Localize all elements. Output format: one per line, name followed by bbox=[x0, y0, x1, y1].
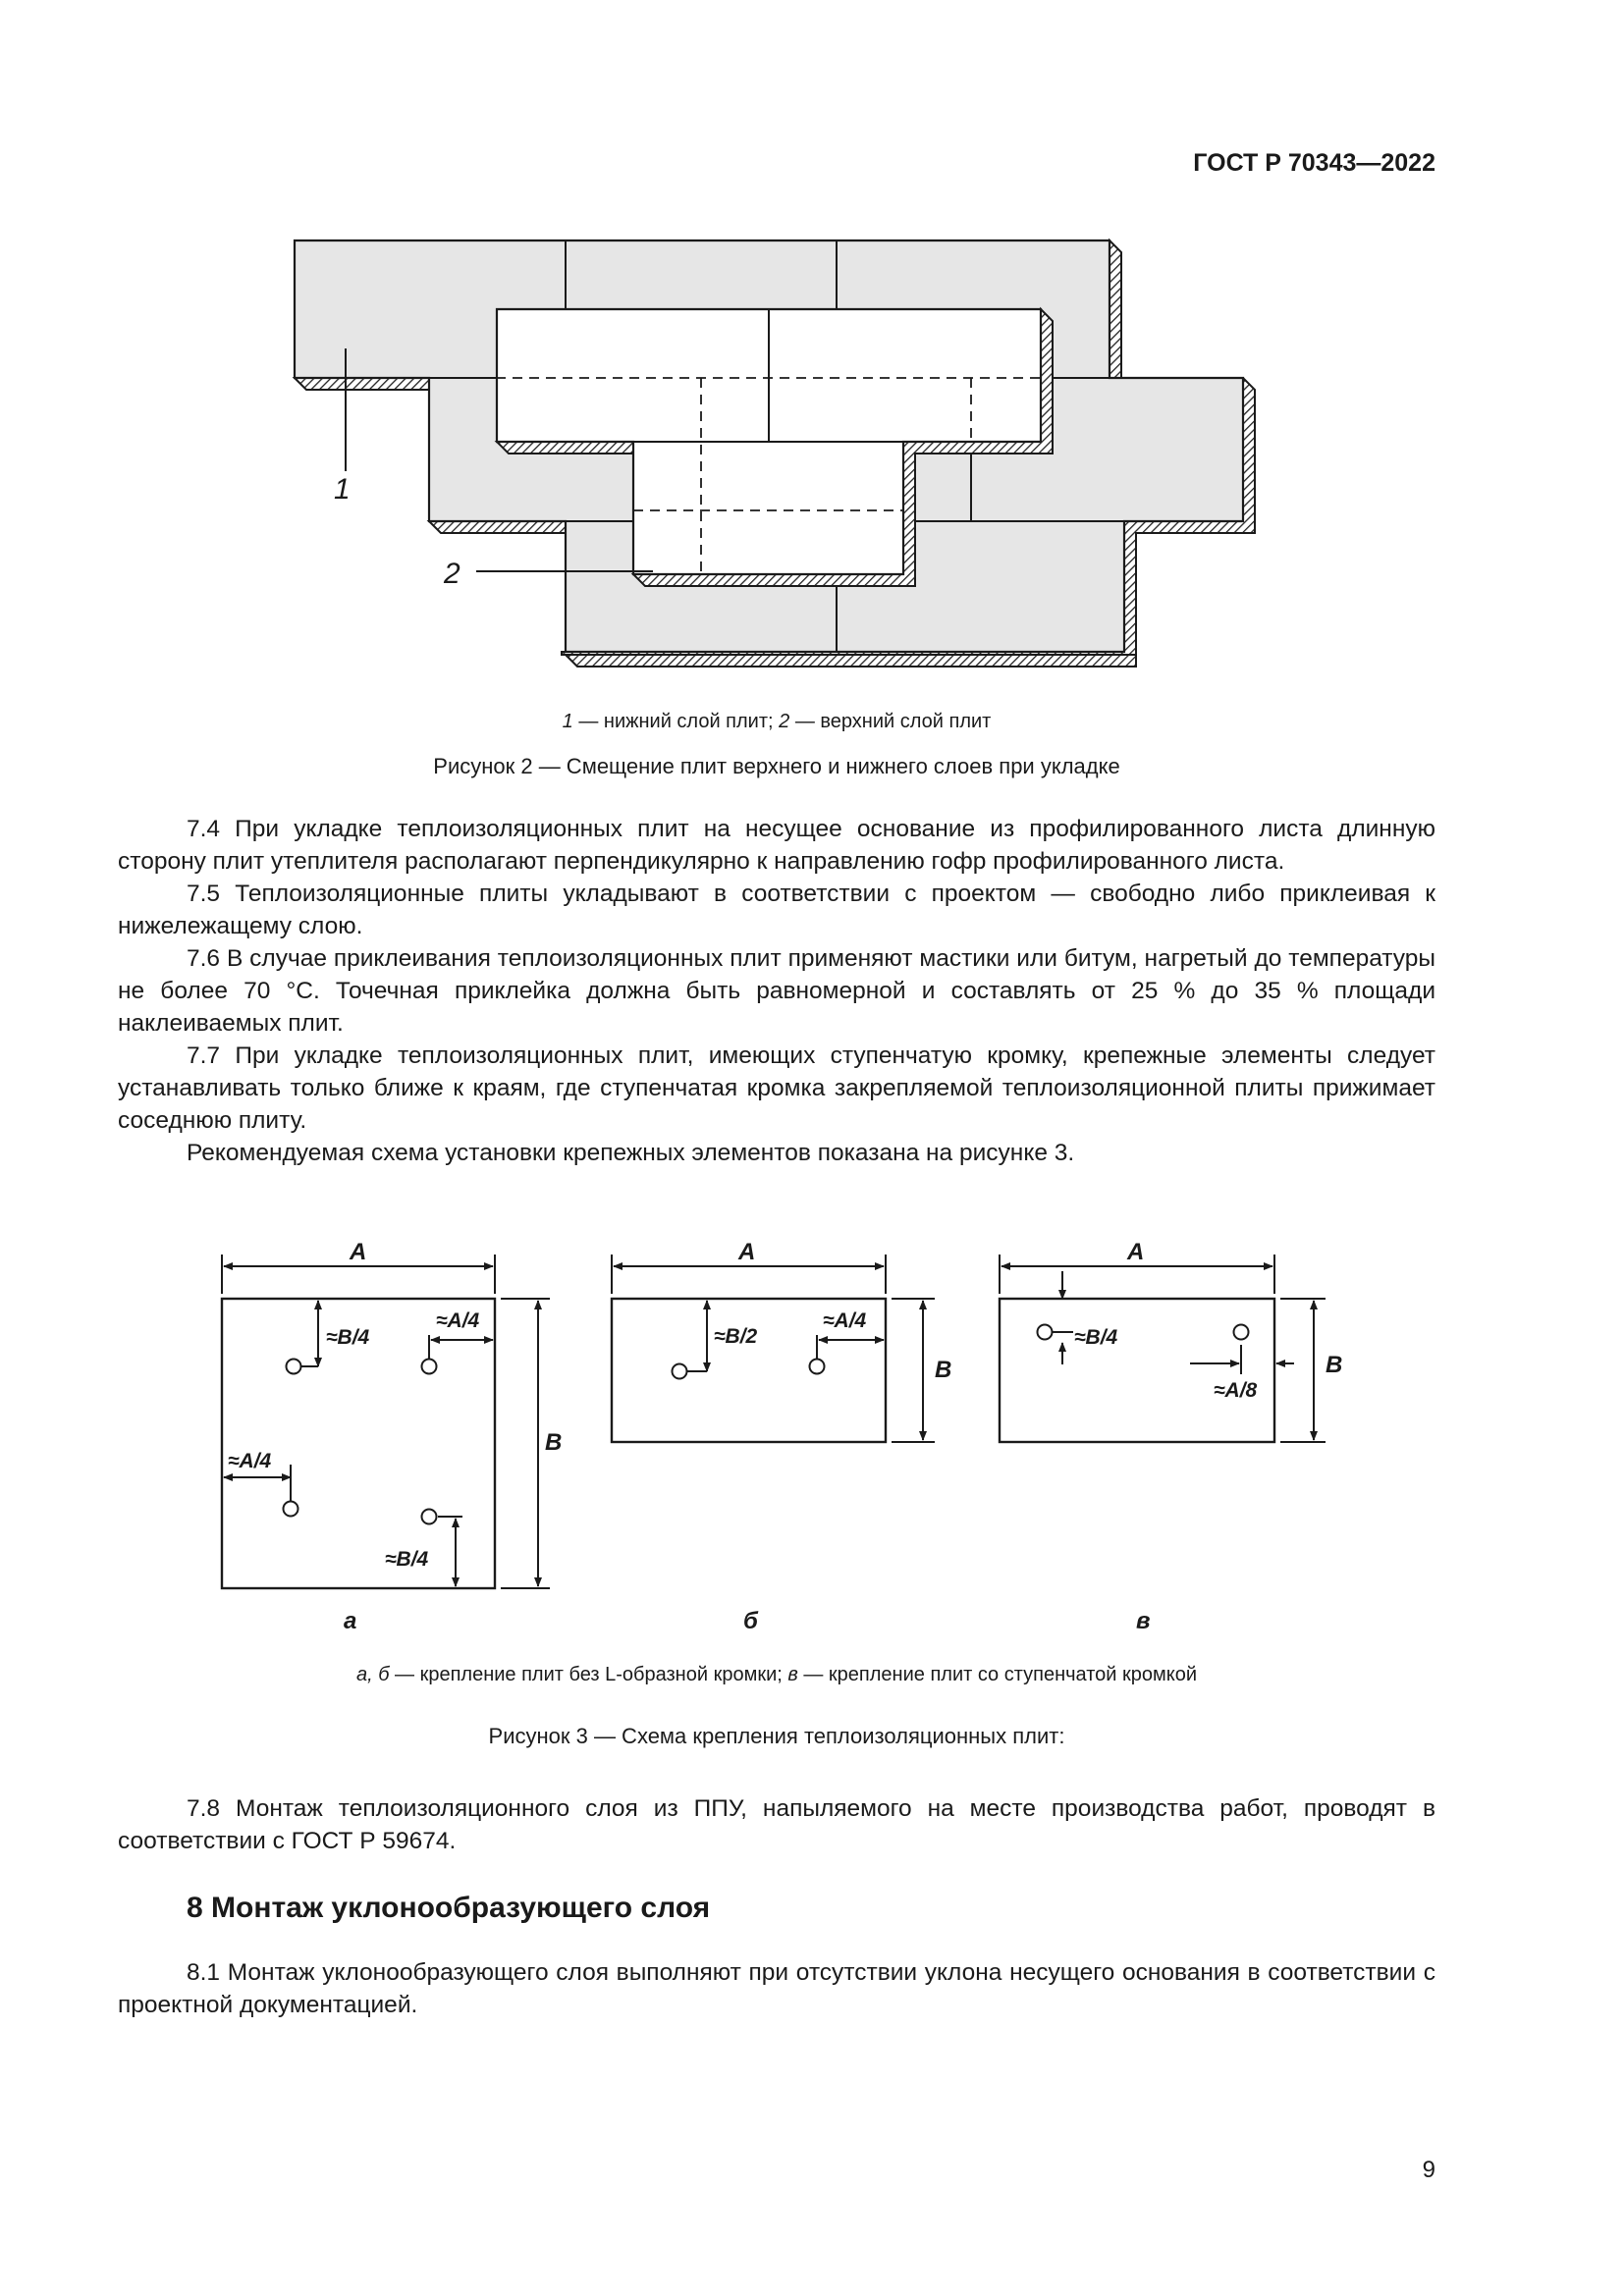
label-b-a4: ≈A/4 bbox=[823, 1309, 867, 1332]
figure-3-legend bbox=[118, 1664, 1435, 1686]
figure-3-drawing bbox=[0, 1222, 1624, 1654]
legend-v-text: — крепление плит со ступенчатой кромкой bbox=[797, 1664, 1198, 1685]
paragraph-8-1-block bbox=[118, 1956, 1435, 2021]
legend-number-1: 1 bbox=[562, 711, 573, 732]
sublabel-b: б bbox=[743, 1608, 758, 1634]
section-8-title: 8 Монтаж уклонообразующего слоя bbox=[187, 1892, 711, 1924]
paragraph-7-7: 7.7 При укладке теплоизоляционных плит, имеющих ступенчатую кромку, крепежные элементы следует устанавливать только ближе к краям, где ступенчатая кромка закрепляемой теплоизоляционной плиты прижимает соседнюю плиту. bbox=[118, 1042, 1435, 1134]
paragraph-8-1: 8.1 Монтаж уклонообразующего слоя выполняют при отсутствии уклона несущего основания в соответствии с проектной документацией. bbox=[118, 1959, 1435, 2018]
figure-2-caption: Рисунок 2 — Смещение плит верхнего и нижнего слоев при укладке bbox=[433, 754, 1120, 778]
label-a-b4-bottom: ≈B/4 bbox=[385, 1548, 429, 1571]
page-number: 9 bbox=[1422, 2157, 1435, 2183]
fastener-v-2 bbox=[1234, 1325, 1249, 1340]
figure-2-legend bbox=[118, 711, 1435, 733]
fastener-b-2 bbox=[810, 1360, 825, 1374]
paragraph-7-8-block bbox=[118, 1792, 1435, 1857]
paragraphs-7-4-to-7-7 bbox=[118, 813, 1435, 1169]
label-v-a8: ≈A/8 bbox=[1214, 1379, 1258, 1402]
fastener-a-2 bbox=[422, 1360, 437, 1374]
label-a-b4-top: ≈B/4 bbox=[326, 1326, 370, 1349]
document-code: ГОСТ Р 70343—2022 bbox=[1193, 149, 1435, 177]
callout-1: 1 bbox=[334, 473, 351, 506]
legend-number-2: 2 bbox=[779, 711, 790, 732]
callout-2: 2 bbox=[444, 558, 460, 590]
fastener-a-1 bbox=[287, 1360, 301, 1374]
figure-3-caption: Рисунок 3 — Схема крепления теплоизоляционных плит: bbox=[488, 1724, 1065, 1748]
paragraph-7-8: 7.8 Монтаж теплоизоляционного слоя из ППУ, напыляемого на месте производства работ, проводят в соответствии с ГОСТ Р 59674. bbox=[118, 1795, 1435, 1854]
fastener-a-3 bbox=[284, 1502, 298, 1517]
legend-text-2: — верхний слой плит bbox=[789, 711, 992, 732]
legend-ab-text: — крепление плит без L-образной кромки; bbox=[389, 1664, 788, 1685]
paragraph-7-5: 7.5 Теплоизоляционные плиты укладывают в соответствии с проектом — свободно либо приклеивая к нижележащему слою. bbox=[118, 881, 1435, 939]
legend-v: в bbox=[787, 1664, 798, 1685]
dim-b-width: A bbox=[738, 1239, 756, 1265]
dim-v-width: A bbox=[1127, 1239, 1145, 1265]
sublabel-a: а bbox=[344, 1608, 357, 1634]
label-v-b4: ≈B/4 bbox=[1074, 1326, 1118, 1349]
dim-a-width: A bbox=[350, 1239, 367, 1265]
legend-ab: а, б bbox=[355, 1664, 390, 1685]
dim-v-height: B bbox=[1326, 1352, 1343, 1378]
figure-2-drawing bbox=[0, 226, 1624, 677]
paragraph-7-4: 7.4 При укладке теплоизоляционных плит на несущее основание из профилированного листа длинную сторону плит утеплителя располагают перпендикулярно к направлению гофр профилированного листа. bbox=[118, 816, 1435, 875]
label-b-b2: ≈B/2 bbox=[714, 1325, 758, 1348]
fastener-b-1 bbox=[673, 1364, 687, 1379]
dim-a-height: B bbox=[545, 1429, 563, 1456]
paragraph-recommend: Рекомендуемая схема установки крепежных элементов показана на рисунке 3. bbox=[187, 1140, 1075, 1166]
dim-b-height: B bbox=[935, 1357, 952, 1383]
paragraph-7-6: 7.6 В случае приклеивания теплоизоляционных плит применяют мастики или битум, нагретый до температуры не более 70 °С. Точечная приклейка должна быть равномерной и составлять от 25 % до 35 % площади наклеиваемых плит. bbox=[118, 945, 1435, 1037]
label-a-a4-top: ≈A/4 bbox=[436, 1309, 480, 1332]
plate-v bbox=[1000, 1299, 1274, 1442]
fastener-v-1 bbox=[1038, 1325, 1053, 1340]
sublabel-v: в bbox=[1136, 1608, 1151, 1634]
label-a-a4-left: ≈A/4 bbox=[228, 1450, 272, 1472]
legend-text-1: — нижний слой плит; bbox=[572, 711, 780, 732]
fastener-a-4 bbox=[422, 1510, 437, 1524]
